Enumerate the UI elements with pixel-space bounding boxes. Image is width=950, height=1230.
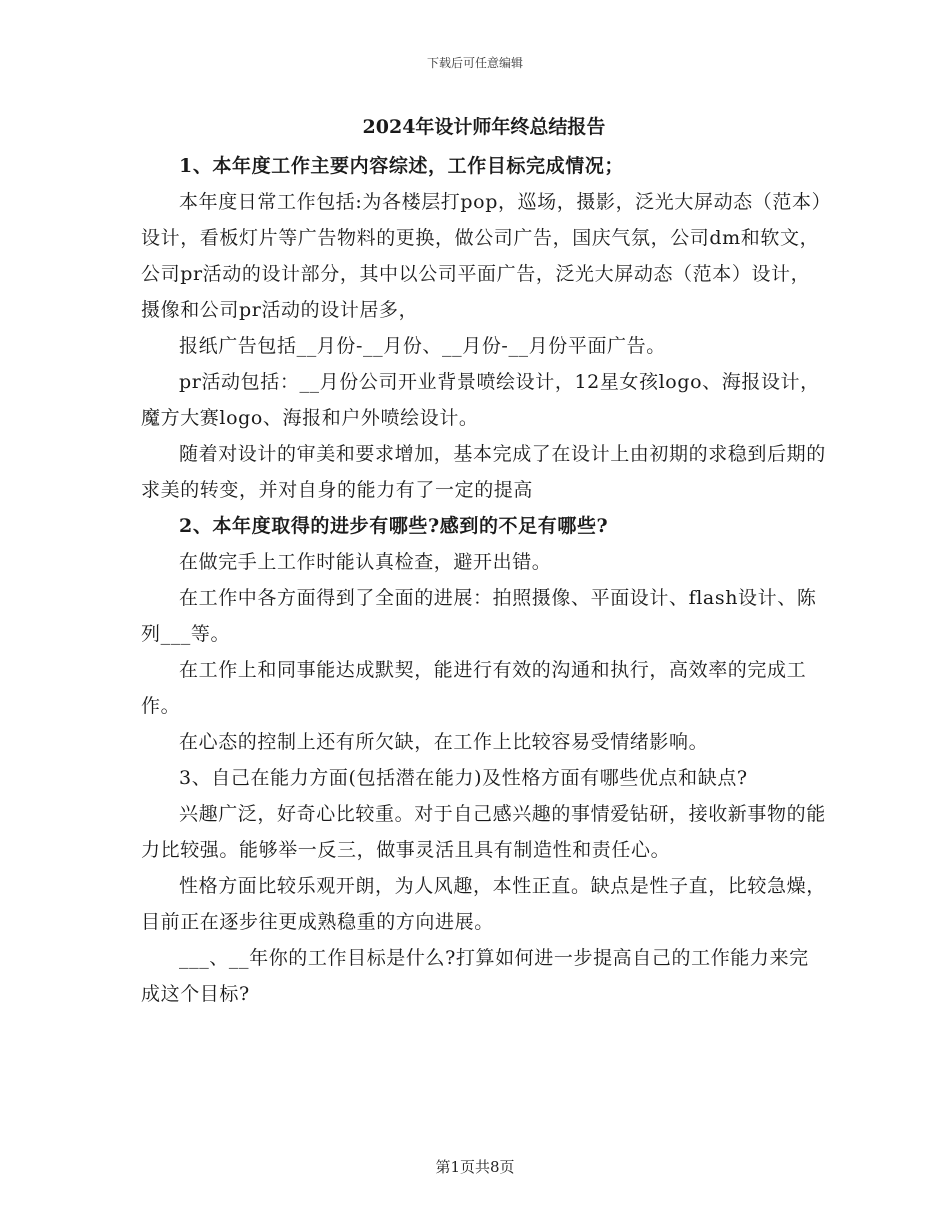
paragraph-list <box>141 148 827 1012</box>
paragraph: 在心态的控制上还有所欠缺，在工作上比较容易受情绪影响。 <box>179 731 709 753</box>
section-heading: 1、本年度工作主要内容综述，工作目标完成情况； <box>179 155 625 177</box>
paragraph: 兴趣广泛，好奇心比较重。对于自己感兴趣的事情爱钻研，接收新事物的能力比较强。能够举一反三，做事灵活且具有制造性和责任心。 <box>141 803 826 861</box>
page-header-note: 下载后可任意编辑 <box>426 56 523 70</box>
paragraph: 性格方面比较乐观开朗，为人风趣，本性正直。缺点是性子直，比较急燥，目前正在逐步往更成熟稳重的方向进展。 <box>141 875 826 933</box>
paragraph: 3、自己在能力方面(包括潜在能力)及性格方面有哪些优点和缺点? <box>179 767 748 789</box>
document-body <box>141 112 827 1012</box>
paragraph: 在工作中各方面得到了全面的进展：拍照摄像、平面设计、flash设计、陈列___等。 <box>141 587 817 645</box>
paragraph: 报纸广告包括__月份-__月份、__月份-__月份平面广告。 <box>179 335 666 357</box>
paragraph: 本年度日常工作包括:为各楼层打pop，巡场，摄影，泛光大屏动态（范本）设计，看板灯片等广告物料的更换，做公司广告，国庆气氛，公司dm和软文，公司pr活动的设计部分，其中以公司平面广告，泛光大屏动态（范本）设计，摄像和公司pr活动的设计居多， <box>141 191 822 321</box>
document-title: 2024年设计师年终总结报告 <box>362 116 606 138</box>
paragraph: 在做完手上工作时能认真检查，避开出错。 <box>179 551 552 573</box>
paragraph: ___、__年你的工作目标是什么?打算如何进一步提高自己的工作能力来完成这个目标? <box>141 947 809 1005</box>
section-heading: 2、本年度取得的进步有哪些?感到的不足有哪些? <box>179 515 609 537</box>
paragraph: pr活动包括：__月份公司开业背景喷绘设计，12星女孩logo、海报设计，魔方大赛logo、海报和户外喷绘设计。 <box>141 371 820 429</box>
paragraph: 在工作上和同事能达成默契，能进行有效的沟通和执行，高效率的完成工作。 <box>141 659 807 717</box>
page-number: 第1页共8页 <box>435 1158 515 1176</box>
paragraph: 随着对设计的审美和要求增加，基本完成了在设计上由初期的求稳到后期的求美的转变，并对自身的能力有了一定的提高 <box>141 443 826 501</box>
